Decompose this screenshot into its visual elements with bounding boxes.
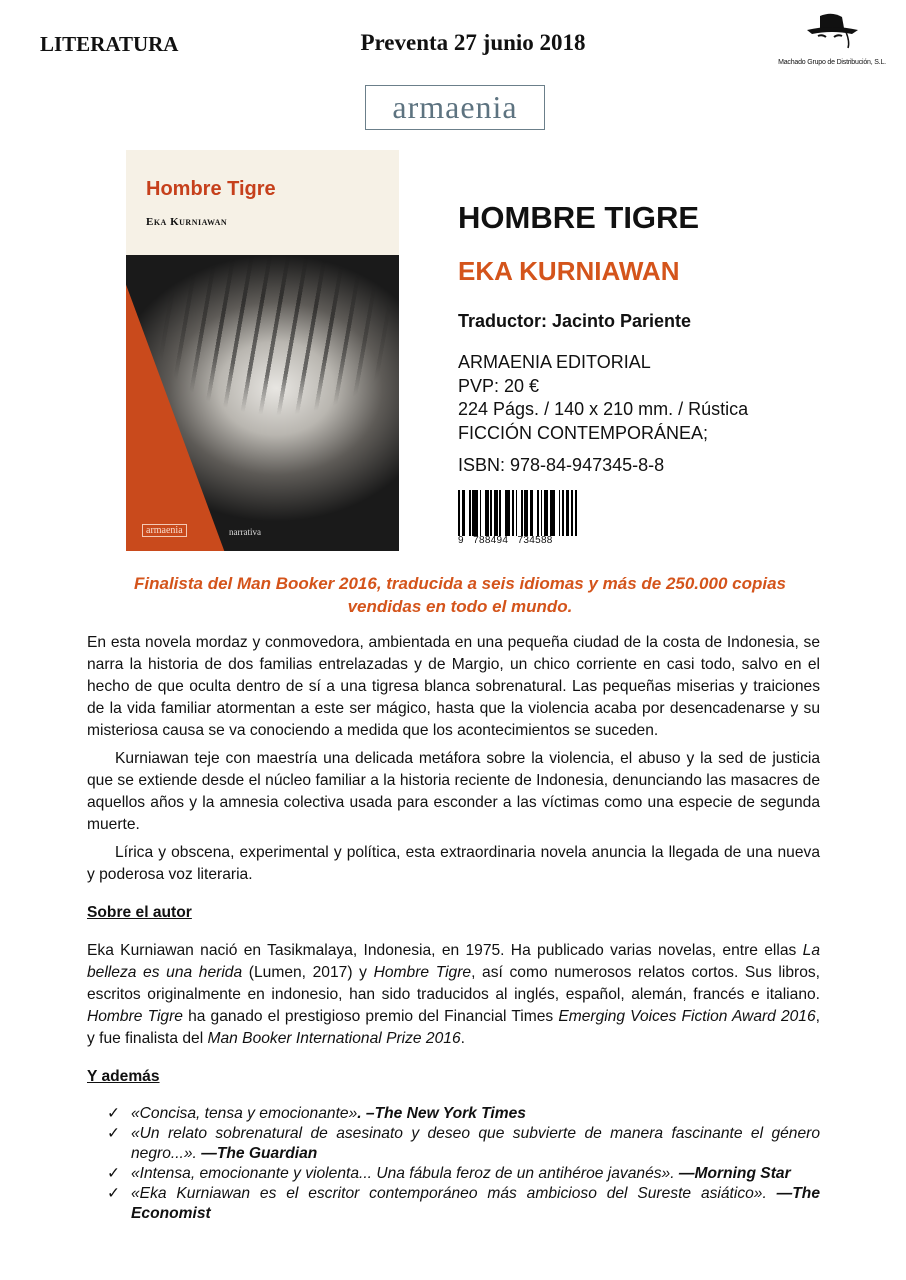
section-label: LITERATURA: [40, 32, 179, 56]
main-text: [87, 632, 820, 1224]
tagline: Finalista del Man Booker 2016, traducida a seis idiomas y más de 250.000 copias vendidas en todo el mundo.: [134, 574, 786, 616]
cover-logo: armaenia: [142, 524, 187, 537]
author-heading: Sobre el autor: [87, 904, 192, 921]
distributor-name: Machado Grupo de Distribución, S.L.: [778, 59, 886, 66]
cover-author: Eka Kurniawan: [146, 216, 228, 228]
quote-item: ✓ «Un relato sobrenatural de asesinato y deseo que subvierte de manera fascinante el género negro...». —The Guardian: [107, 1125, 820, 1162]
book-author: EKA KURNIAWAN: [458, 256, 680, 286]
check-icon: ✓: [107, 1165, 121, 1182]
barcode-digits: 9 788494 734588: [458, 535, 553, 546]
check-icon: ✓: [107, 1185, 121, 1202]
book-info: [458, 351, 748, 445]
barcode-bars: [458, 490, 588, 536]
quote-item: ✓ «Concisa, tensa y emocionante». –The New York Times: [107, 1105, 526, 1122]
quote-item: ✓ «Eka Kurniawan es el escritor contemporáneo más ambicioso del Sureste asiático». —The Economist: [107, 1185, 820, 1222]
quote-item: ✓ «Intensa, emocionante y violenta... Una fábula feroz de un antihéroe javanés». —Morning Star: [107, 1165, 791, 1182]
distributor-logo: [772, 12, 892, 66]
check-icon: ✓: [107, 1125, 121, 1142]
extras-heading: Y además: [87, 1068, 160, 1085]
author-bio: Eka Kurniawan nació en Tasikmalaya, Indonesia, en 1975. Ha publicado varias novelas, entre ellas La belleza es una herida (Lumen, 2017) y Hombre Tigre, así como numerosos relatos cortos. Sus libros, escritos originalmente en indonesio, han sido traducidos al inglés, español, alemán, francés e italiano. Hombre Tigre ha ganado el prestigioso premio del Financial Times Emerging Voices Fiction Award 2016, y fue finalista del Man Booker International Prize 2016.: [87, 942, 821, 1047]
publisher-logo: armaenia: [365, 85, 545, 130]
cover-collection: narrativa: [229, 527, 261, 537]
cover-title: Hombre Tigre: [146, 178, 276, 200]
quotes-list: [87, 1104, 820, 1224]
barcode: [458, 490, 588, 550]
isbn: ISBN: 978-84-947345-8-8: [458, 455, 665, 475]
book-cover: [126, 150, 399, 551]
presale-date: Preventa 27 junio 2018: [360, 30, 586, 55]
genre: FICCIÓN CONTEMPORÁNEA;: [458, 422, 709, 443]
publisher: ARMAENIA EDITORIAL: [458, 352, 651, 372]
hat-man-icon: [802, 12, 862, 52]
translator: Traductor: Jacinto Pariente: [458, 311, 692, 331]
book-title: HOMBRE TIGRE: [458, 200, 700, 235]
check-icon: ✓: [107, 1105, 121, 1122]
price: PVP: 20 €: [458, 375, 540, 396]
synopsis-paragraph: En esta novela mordaz y conmovedora, ambientada en una pequeña ciudad de la costa de Indonesia, se narra la historia de dos familias entrelazadas y de Margio, un chico corriente en casi todo, salvo en el hecho de que oculta dentro de sí a una tigresa blanca sobrenatural. Las pequeñas miserias y traiciones de la vida familiar atormentan a este ser mágico, hasta que la violencia acaba por desencadenarse y su misteriosa causa se va conociendo a medida que los acontecimientos se suceden.: [87, 634, 820, 739]
synopsis-paragraph: Lírica y obscena, experimental y política, esta extraordinaria novela anuncia la llegada de una nueva y poderosa voz literaria.: [87, 844, 820, 883]
synopsis-paragraph: Kurniawan teje con maestría una delicada metáfora sobre la violencia, el abuso y la sed de justicia que se extiende desde el núcleo familiar a la historia reciente de Indonesia, denunciando las masacres de aquellos años y la amnesia colectiva usada para esconder a las víctimas como una especie de segunda muerte.: [87, 750, 820, 833]
format: 224 Págs. / 140 x 210 mm. / Rústica: [458, 399, 749, 419]
